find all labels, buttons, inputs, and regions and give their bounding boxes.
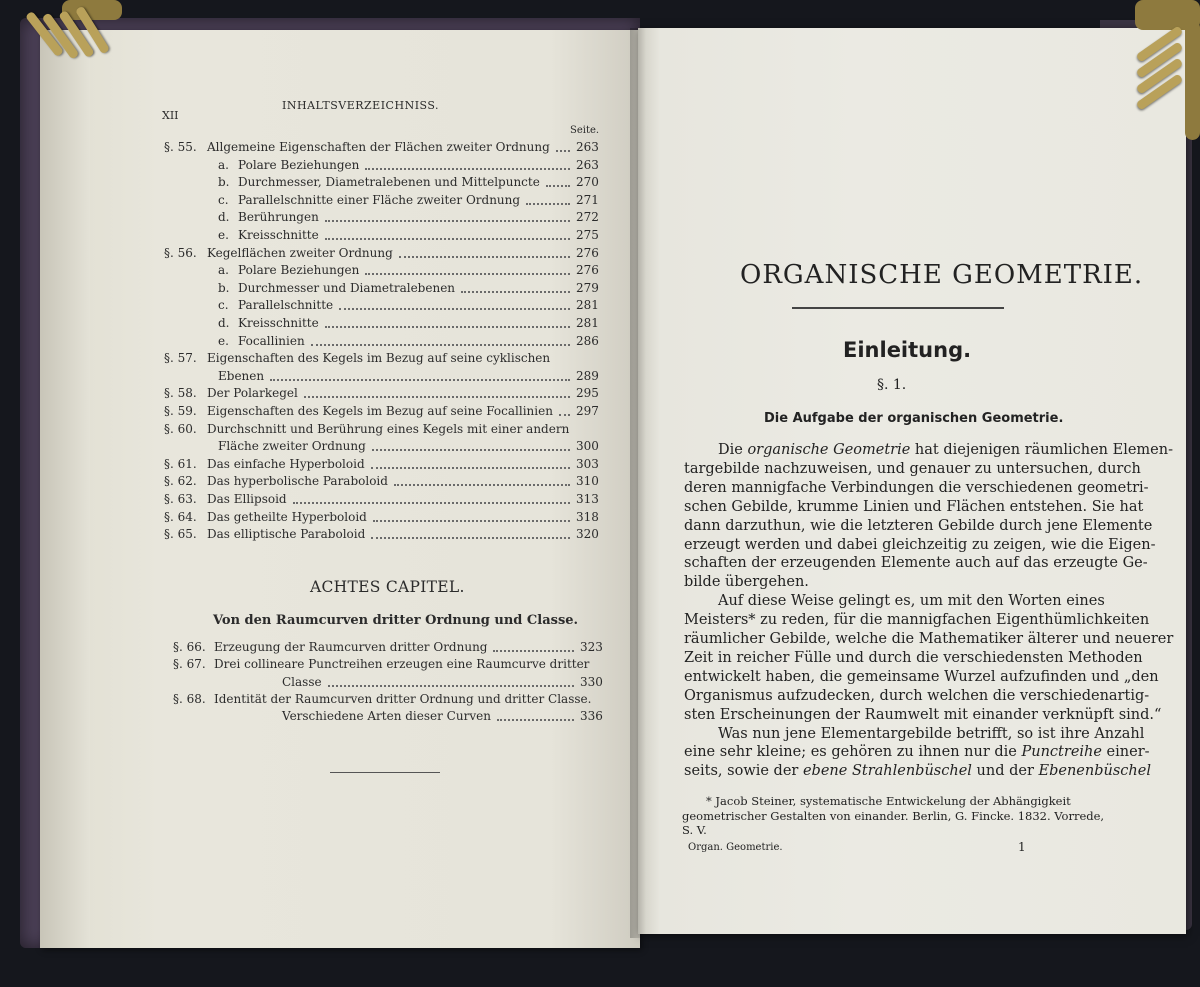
toc-section-number: §. 66.	[173, 640, 206, 654]
toc-dot-leader	[371, 467, 570, 469]
toc-dot-leader	[373, 520, 570, 522]
body-text-run: räumlicher Gebilde, welche die Mathematiker älterer und neuerer	[684, 631, 1174, 647]
toc-section-number: §. 62.	[164, 474, 197, 489]
toc-page-number: 276	[576, 245, 599, 260]
toc-page-number: 323	[580, 640, 603, 654]
toc-entry-title: Das einfache Hyperboloid	[207, 456, 365, 471]
toc-dot-leader	[497, 719, 574, 721]
section-divider	[330, 772, 440, 773]
toc-sub-letter: c.	[218, 192, 229, 207]
page-number: 1	[1018, 840, 1026, 854]
toc-entry-title: Das hyperbolische Paraboloid	[207, 474, 388, 489]
toc-sub-title: Durchmesser und Diametralebenen	[238, 280, 456, 295]
toc-sub-title: Parallelschnitte	[238, 298, 334, 313]
toc-dot-leader	[304, 396, 570, 398]
toc-dot-leader	[325, 220, 570, 222]
toc-sub-letter: d.	[218, 210, 230, 225]
book-gutter-shadow	[630, 28, 646, 938]
body-line	[684, 708, 1161, 723]
toc-sub-title: Polare Beziehungen	[238, 263, 360, 278]
toc-section-number: §. 56.	[164, 245, 197, 260]
toc-page-number: 263	[576, 140, 599, 154]
toc-entry-title: Allgemeine Eigenschaften der Flächen zweiter Ordnung	[207, 140, 550, 154]
toc-dot-leader	[372, 449, 570, 451]
toc-page-number: 263	[576, 157, 599, 172]
body-italic-term: Ebenenbüschel	[1038, 763, 1151, 780]
body-line	[684, 462, 1141, 477]
body-text-run: Meisters* zu reden, für die mannigfachen Eigenthümlichkeiten	[684, 612, 1150, 629]
body-text-run: Zeit in reicher Fülle und durch die verschiedensten Methoden	[684, 649, 1143, 666]
section-heading: Einleitung.	[843, 338, 972, 362]
body-line	[684, 538, 1155, 553]
toc-dot-leader	[311, 344, 570, 346]
body-text-run: eine sehr kleine; es gehören zu ihnen nur die	[684, 744, 1022, 761]
toc-page-number: 303	[576, 456, 599, 471]
toc-entry-title: Das elliptische Paraboloid	[207, 527, 366, 542]
body-text-run: schen Gebilde, krumme Linien und Flächen entstehen. Sie hat	[684, 498, 1144, 515]
toc-dot-leader	[365, 168, 570, 170]
toc-page-number: 281	[576, 316, 599, 330]
toc-dot-leader	[546, 185, 570, 187]
body-text-run: deren mannigfache Verbindungen die verschiedenen geometri-	[684, 479, 1149, 496]
body-line	[718, 594, 1105, 609]
toc-sub-title: Durchmesser, Diametralebenen und Mittelpuncte	[238, 175, 540, 190]
toc-page-number: 289	[576, 368, 599, 383]
body-line	[684, 670, 1159, 685]
toc-entry-title: Drei collineare Punctreihen erzeugen eine Raumcurve dritter	[214, 657, 590, 672]
toc-sub-title: Focallinien	[238, 333, 305, 348]
toc-continued-title: Fläche zweiter Ordnung	[218, 439, 366, 454]
body-text-run: erzeugt werden und dabei gleichzeitig zu zeigen, wie die Eigen-	[684, 536, 1156, 553]
toc-sub-letter: e.	[218, 333, 229, 348]
toc-page-number: 270	[576, 175, 599, 190]
toc-page-number: 297	[576, 404, 599, 418]
body-line	[684, 764, 1151, 779]
toc-page-number: 318	[576, 509, 599, 524]
toc-sub-letter: d.	[218, 316, 230, 330]
body-italic-term: ebene Strahlenbüschel	[802, 763, 972, 780]
toc-page-number: 295	[576, 386, 599, 401]
toc-section-number: §. 63.	[164, 492, 197, 506]
toc-continued-title: Verschiedene Arten dieser Curven	[282, 709, 491, 724]
toc-sub-title: Polare Beziehungen	[238, 157, 360, 172]
body-text-run: Was nun jene Elementargebilde betrifft, so ist ihre Anzahl	[718, 725, 1145, 742]
toc-dot-leader	[394, 484, 570, 486]
body-text-run: einer-	[1101, 744, 1150, 761]
toc-sub-letter: b.	[218, 175, 230, 190]
body-text-run: seits, sowie der	[684, 763, 803, 780]
toc-sub-title: Parallelschnitte einer Fläche zweiter Ordnung	[238, 192, 521, 207]
footnote-line: geometrischer Gestalten von einander. Berlin, G. Fincke. 1832. Vorrede,	[682, 808, 1105, 823]
toc-entry-title: Der Polarkegel	[207, 386, 298, 401]
page-edge-stack	[40, 30, 90, 948]
toc-sub-letter: c.	[218, 298, 229, 313]
toc-entry-title: Eigenschaften des Kegels im Bezug auf seine cyklischen	[207, 351, 551, 366]
body-text-run: bilde übergehen.	[684, 574, 809, 591]
toc-dot-leader	[328, 685, 574, 687]
toc-dot-leader	[270, 379, 570, 381]
body-text-run: schaften der erzeugenden Elemente auch auf das erzeugte Ge-	[684, 555, 1148, 572]
toc-sub-letter: a.	[218, 157, 229, 172]
toc-section-number: §. 65.	[164, 527, 197, 542]
toc-section-number: §. 61.	[164, 456, 197, 471]
toc-section-number: §. 55.	[164, 140, 197, 154]
body-line	[684, 689, 1149, 704]
running-head: INHALTSVERZEICHNISS.	[282, 99, 440, 112]
body-line	[684, 500, 1143, 515]
toc-section-number: §. 57.	[164, 351, 197, 366]
toc-page-number: 320	[576, 527, 599, 542]
body-italic-term: organische Geometrie	[747, 442, 911, 458]
footer-signature: Organ. Geometrie.	[688, 842, 783, 853]
seite-label: Seite.	[570, 125, 600, 136]
toc-dot-leader	[559, 414, 570, 416]
toc-entry-title: Das Ellipsoid	[207, 492, 287, 506]
toc-dot-leader	[339, 308, 570, 310]
toc-dot-leader	[325, 326, 570, 328]
title-rule	[792, 307, 1004, 309]
left-page-clip-icon	[32, 0, 122, 80]
toc-dot-leader	[526, 203, 570, 205]
toc-page-number: 275	[576, 228, 599, 242]
toc-dot-leader	[325, 238, 570, 240]
body-line	[684, 481, 1149, 496]
toc-page-number: 281	[576, 298, 599, 313]
toc-page-number: 330	[580, 674, 603, 689]
toc-section-number: §. 58.	[164, 386, 197, 401]
footnote-line: * Jacob Steiner, systematische Entwickelung der Abhängigkeit	[706, 794, 1071, 808]
chapter-subtitle: Von den Raumcurven dritter Ordnung und Classe.	[213, 613, 579, 628]
toc-entry-title: Durchschnitt und Berührung eines Kegels mit einer andern	[207, 421, 570, 436]
toc-dot-leader	[371, 537, 570, 539]
toc-sub-title: Kreisschnitte	[238, 228, 319, 242]
body-line	[684, 519, 1152, 534]
body-italic-term: Punctreihe	[1021, 744, 1102, 761]
toc-entry-title: Identität der Raumcurven dritter Ordnung und dritter Classe.	[214, 691, 592, 706]
toc-sub-letter: a.	[218, 263, 229, 278]
toc-section-number: §. 59.	[164, 404, 197, 418]
body-text-run: targebilde nachzuweisen, und genauer zu untersuchen, durch	[684, 460, 1141, 477]
toc-section-number: §. 67.	[173, 657, 206, 672]
toc-section-number: §. 60.	[164, 421, 197, 436]
toc-section-number: §. 68.	[173, 691, 206, 706]
body-line	[718, 727, 1144, 742]
toc-page-number: 272	[576, 210, 599, 225]
toc-page-number: 286	[576, 333, 599, 348]
body-text-run: Auf diese Weise gelingt es, um mit den Worten eines	[718, 593, 1105, 610]
toc-entry-title: Kegelflächen zweiter Ordnung	[207, 245, 393, 260]
body-line	[684, 613, 1149, 628]
toc-entry-title: Erzeugung der Raumcurven dritter Ordnung	[214, 640, 488, 654]
body-line	[684, 556, 1148, 571]
toc-entry-title: Eigenschaften des Kegels im Bezug auf seine Focallinien	[207, 404, 553, 418]
toc-dot-leader	[461, 291, 570, 293]
toc-sub-title: Kreisschnitte	[238, 316, 319, 330]
body-text-run: entwickelt haben, die gemeinsame Wurzel aufzufinden und „den	[684, 668, 1159, 685]
toc-page-number: 313	[576, 492, 599, 506]
toc-dot-leader	[399, 256, 570, 258]
toc-section-number: §. 64.	[164, 509, 197, 524]
book-title: ORGANISCHE GEOMETRIE.	[740, 260, 1144, 290]
toc-page-number: 276	[576, 263, 599, 278]
toc-page-number: 310	[576, 474, 599, 489]
body-text-run: dann darzuthun, wie die letzteren Gebilde durch jene Elemente	[684, 517, 1153, 534]
toc-page-number: 279	[576, 280, 599, 295]
body-text-run: Die	[718, 442, 748, 458]
paragraph-sign: §. 1.	[877, 377, 907, 393]
body-text-run: Organismus aufzudecken, durch welchen die verschiedenartig-	[684, 687, 1150, 704]
toc-sub-letter: b.	[218, 280, 230, 295]
body-line	[684, 651, 1143, 666]
body-line	[718, 443, 1173, 458]
toc-sub-letter: e.	[218, 228, 229, 242]
toc-dot-leader	[365, 273, 570, 275]
toc-dot-leader	[556, 150, 570, 152]
toc-page-number: 300	[576, 439, 599, 454]
body-line	[684, 575, 809, 590]
body-line	[684, 632, 1173, 647]
chapter-title: ACHTES CAPITEL.	[310, 578, 465, 596]
toc-continued-title: Classe	[282, 674, 322, 689]
toc-sub-title: Berührungen	[238, 210, 319, 225]
toc-page-number: 336	[580, 709, 603, 724]
body-line	[684, 745, 1150, 760]
toc-page-number: 271	[576, 192, 599, 207]
right-page-clip-icon	[1115, 0, 1200, 145]
footnote-line: S. V.	[682, 823, 707, 837]
body-text-run: hat diejenigen räumlichen Elemen-	[910, 442, 1174, 458]
subheading: Die Aufgabe der organischen Geometrie.	[764, 411, 1064, 426]
body-text-run: sten Erscheinungen der Raumwelt mit einander verknüpft sind.“	[684, 706, 1162, 723]
roman-page-number: XII	[162, 109, 179, 122]
toc-dot-leader	[293, 502, 570, 504]
toc-entry-title: Das getheilte Hyperboloid	[207, 509, 367, 524]
toc-continued-title: Ebenen	[218, 368, 265, 383]
body-text-run: und der	[971, 763, 1039, 780]
toc-dot-leader	[493, 650, 574, 652]
